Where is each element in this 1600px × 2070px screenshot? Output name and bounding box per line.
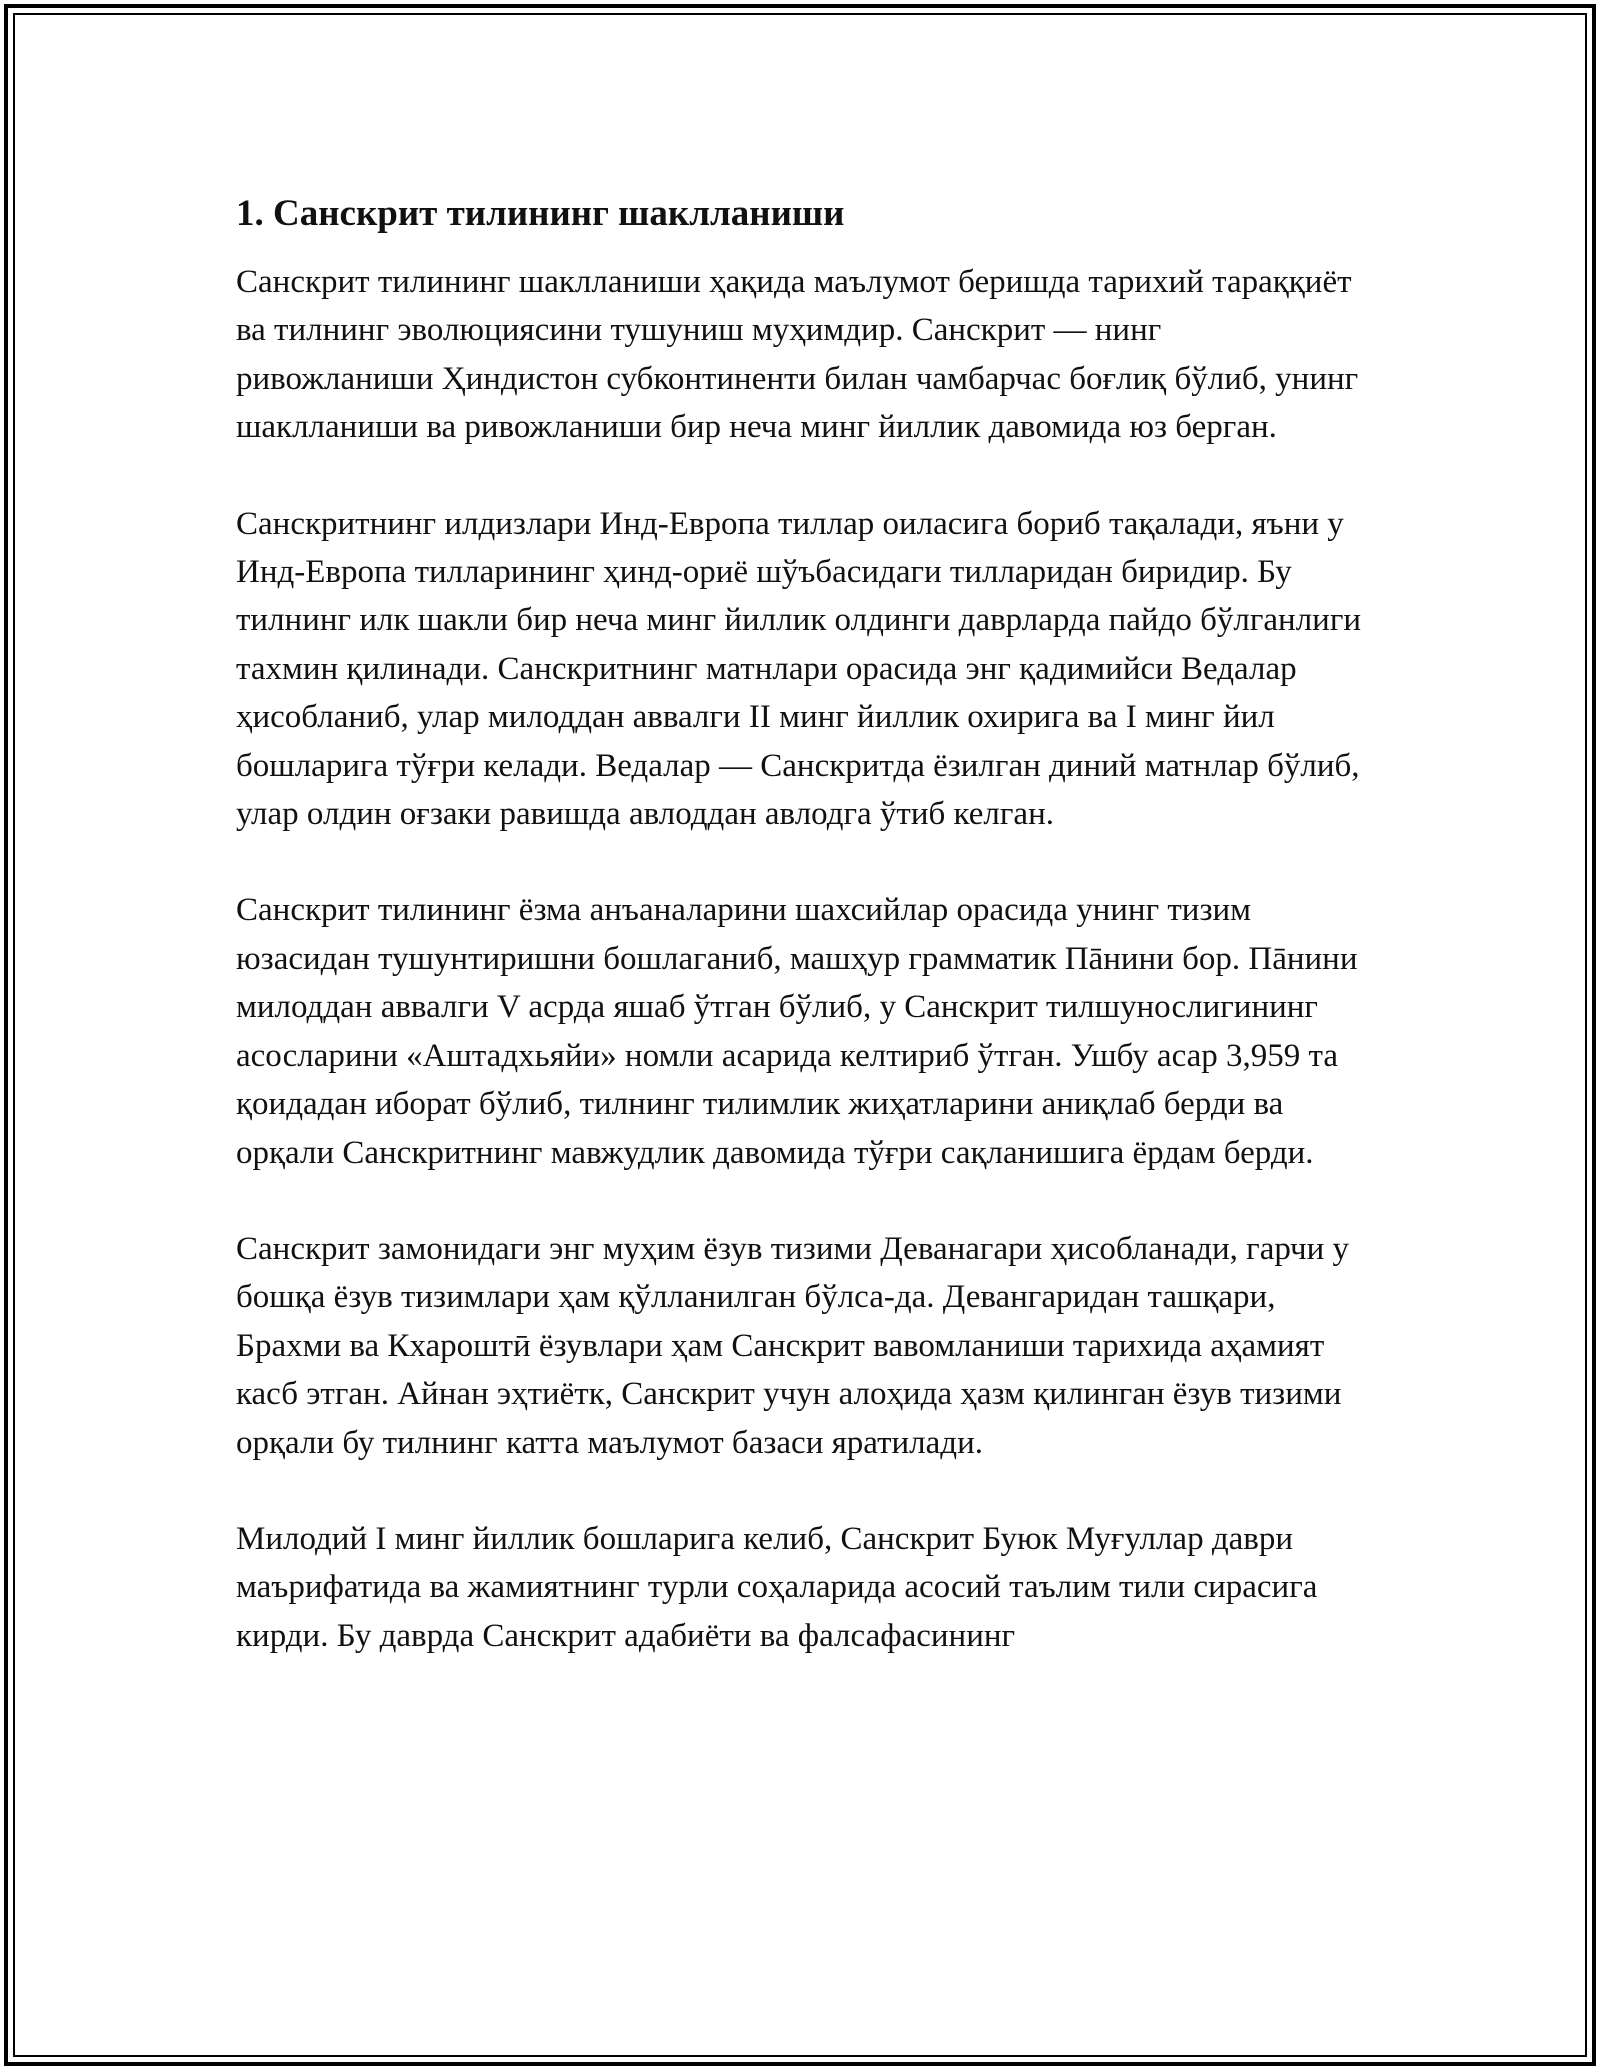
paragraph-3: Санскрит тилининг ёзма анъаналарини шахсийлар орасида унинг тизим юзасидан тушунтиришни бошлаганиб, машҳур грамматик Пāнини бор. Пāнини милоддан аввалги V асрда яшаб ўтган бўлиб, у Санскрит тилшунослигининг асосларини «Аштадхьяйи» номли асарида келтириб ўтган. Ушбу асар 3,959 та қоидадан иборат бўлиб, тилнинг тилимлик жиҳатларини аниқлаб берди ва орқали Санскритнинг мавжудлик давомида тўғри сақланишига ёрдам берди. xyxy=(236,892,1358,1171)
paragraph-2: Санскритнинг илдизлари Инд-Европа тиллар оиласига бориб тақалади, яъни у Инд-Европа тилларининг ҳинд-ориё шўъбасидаги тилларидан биридир. Бу тилнинг илк шакли бир неча минг йиллик олдинги даврларда пайдо бўлганлиги тахмин қилинади. Санскритнинг матнлари орасида энг қадимийси Ведалар ҳисобланиб, улар милоддан аввалги II минг йиллик охирига ва I минг йил бошларига тўғри келади. Ведалар — Санскритда ёзилган диний матнлар бўлиб, улар олдин оғзаки равишда авлоддан авлодга ўтиб келган. xyxy=(236,505,1362,833)
paragraph-1: Санскрит тилининг шаклланиши ҳақида маълумот беришда тарихий тараққиёт ва тилнинг эволюциясини тушуниш муҳимдир. Санскрит — нинг ривожланиши Ҳиндистон субконтиненти билан чамбарчас боғлиқ бўлиб, унинг шаклланиши ва ривожланиши бир неча минг йиллик давомида юз берган. xyxy=(236,264,1359,446)
document-page xyxy=(236,186,1366,1708)
paragraph-4: Санскрит замонидаги энг муҳим ёзув тизими Деванагари ҳисобланади, гарчи у бошқа ёзув тизимлари ҳам қўлланилган бўлса-да. Девангаридан ташқари, Брахми ва Кхароштӣ ёзувлари ҳам Санскрит вавомланиши тарихида аҳамият касб этган. Айнан эҳтиётк, Санскрит учун алоҳида ҳазм қилинган ёзув тизими орқали бу тилнинг катта маълумот базаси яратилади. xyxy=(236,1230,1350,1461)
section-heading: 1. Санскрит тилининг шаклланиши xyxy=(236,193,845,234)
paragraph-5: Милодий I минг йиллик бошларига келиб, Санскрит Буюк Муғуллар даври маърифатида ва жамиятнинг турли соҳаларида асосий таълим тили сирасига кирди. Бу даврда Санскрит адабиёти ва фалсафасининг xyxy=(236,1520,1318,1654)
